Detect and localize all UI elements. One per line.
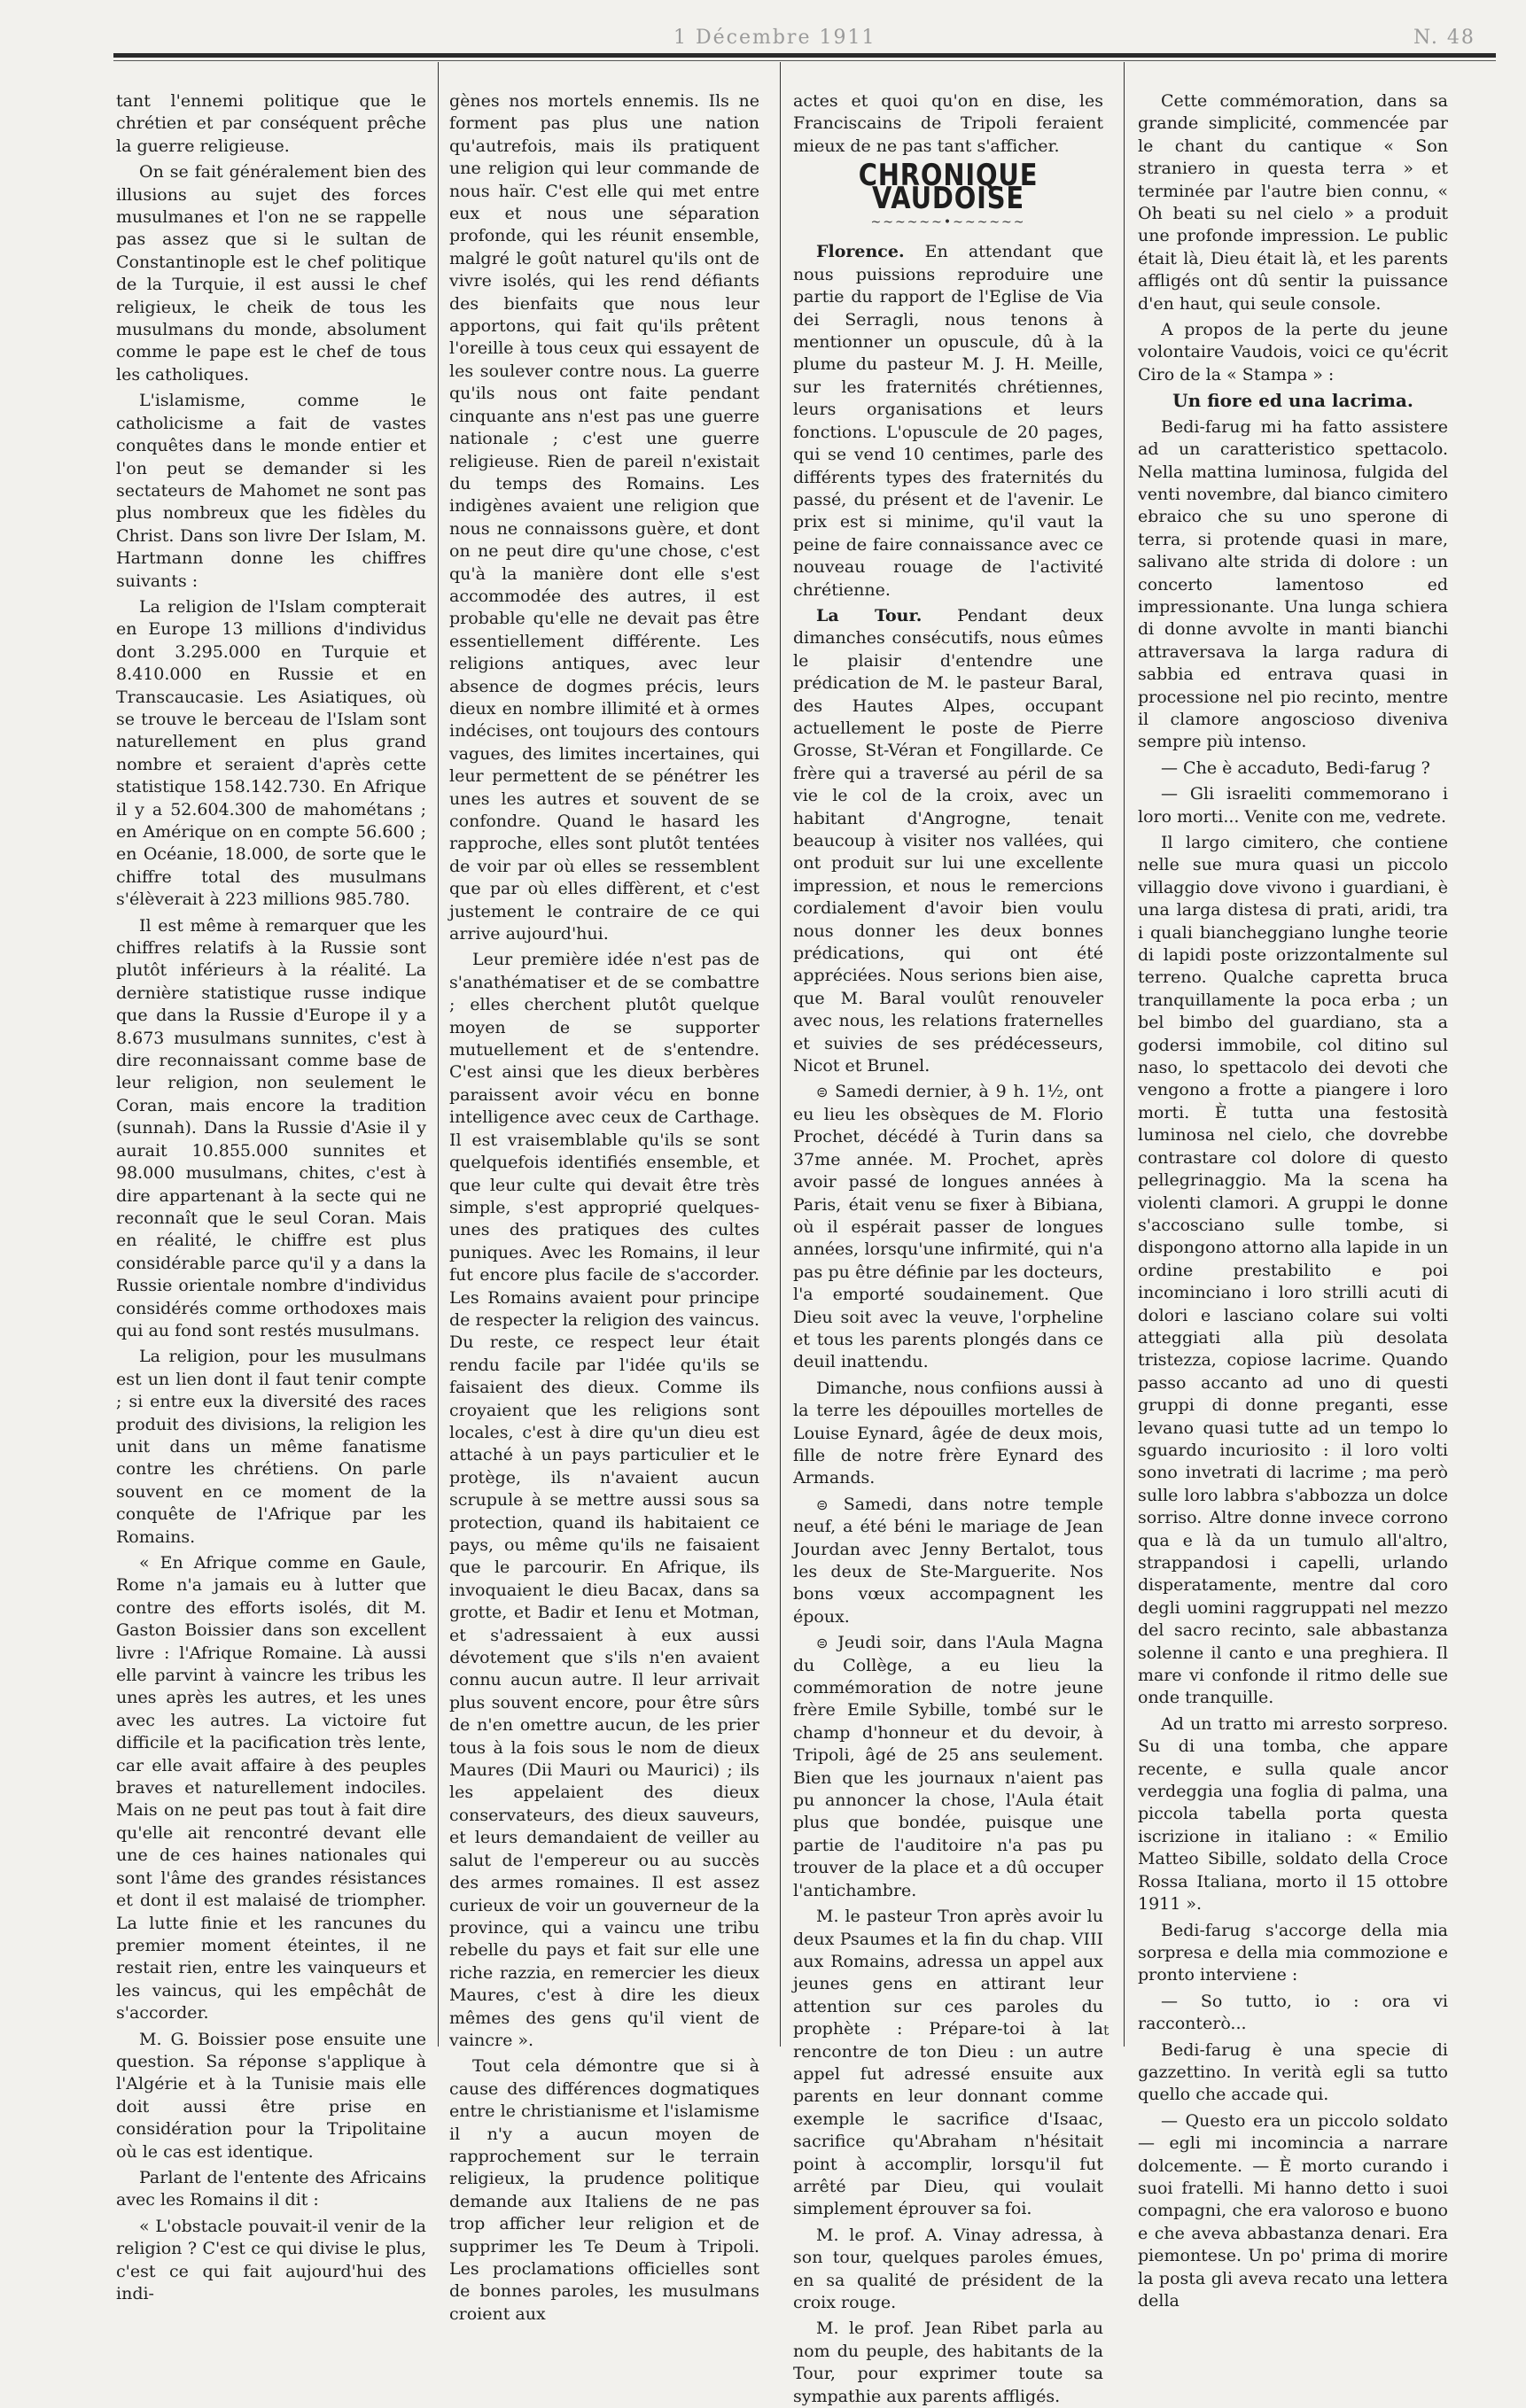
bullet-icon: ⊜ — [816, 1635, 829, 1652]
paragraph: La religion, pour les musulmans est un lien dont il faut tenir compte ; si entre eux la diversité des races produit des divisions, la religion les unit dans un même fanatisme contre les chrétiens. On parle souvent en ce moment de la conquête de l'Afrique par les Romains. — [116, 1347, 426, 1547]
chronicle-paragraph — [793, 1081, 1103, 1373]
bullet-icon: ⊜ — [816, 1084, 829, 1101]
bullet-icon: ⊜ — [816, 1495, 829, 1513]
title-ornament: ~~~~~~•~~~~~~ — [870, 215, 1026, 230]
chronicle-paragraph — [793, 1494, 1103, 1628]
paragraph: — Gli israeliti commemorano i loro morti... Venite con me, vedrete. — [1138, 784, 1448, 827]
paragraph-lead: La Tour. — [816, 605, 923, 625]
header-date: 1 Décembre 1911 — [673, 27, 876, 49]
section-title: CHRONIQUE VAUDOISE — [858, 158, 1039, 216]
paragraph: « L'obstacle pouvait-il venir de la religion ? C'est ce qui divise le plus, c'est ce qui fait aujourd'hui des indi- — [116, 2216, 426, 2303]
paragraph: gènes nos mortels ennemis. Ils ne forment pas plus une nation qu'autrefois, mais ils pratiquent une religion qui leur commande de nous haïr. C'est elle qui met entre eux et nous une séparation profonde, qui les réunit ensemble, malgré le goût naturel qu'ils ont de vivre isolés, qui les rend défiants des bienfaits que nous leur apportons, qui fait qu'ils prêtent l'oreille à tous ceux qui essayent de les soulever contre nous. La guerre qu'ils nous ont faite pendant cinquante ans n'est pas une guerre nationale ; c'est une guerre religieuse. Rien de pareil n'existait du temps des Romains. Les indigènes avaient une religion que nous ne connaissons guère, et dont on ne peut dire qu'une chose, c'est qu'à la manière dont elle s'est accommodée des autres, il est probable qu'elle ne devait pas être essentiellement différente. Les religions antiques, avec leur absence de dogmes précis, leurs dieux en nombre illimité et à ormes indécises, ont toujours des contours vagues, des limites incertaines, qui leur permettent de se pénétrer les unes les autres et souvent de se confondre. Quand le hasard les rapproche, elles sont plutôt tentées de voir par où elles se ressemblent que par où elles diffèrent, et c'est justement le contraire de ce qui arrive aujourd'hui. — [449, 91, 759, 944]
chronicle-paragraph — [793, 2318, 1103, 2408]
paragraph: On se fait généralement bien des illusions au sujet des forces musulmanes et l'on ne se rappelle pas assez que si le sultan de Constantinople est le chef politique de la Turquie, il est aussi le chef religieux, le cheik de tous les musulmans du monde, absolument comme le pape est le chef de tous les catholiques. — [116, 162, 426, 385]
column-divider — [780, 62, 781, 2047]
paragraph: — Questo era un piccolo soldato — egli mi incomincia a narrare dolcemente. — È morto curando i suoi fratelli. Mi hanno detto i suoi compagni, che era valoroso e buono e che aveva abbastanza denari. Era piemontese. Un po' prima di morire la posta gli aveva recato una lettera della — [1138, 2110, 1448, 2311]
column-4 — [1138, 90, 1448, 2311]
paragraph-text: Samedi, dans notre temple neuf, a été béni le mariage de Jean Jourdan avec Jenny Bertalot, tous les deux de Ste-Marguerite. Nos bons vœux accompagnent les époux. — [793, 1494, 1103, 1627]
paragraph-text: M. le prof. Jean Ribet parla au nom du peuple, des habitants de la Tour, pour exprimer toute sa sympathie aux parents affligés. — [793, 2319, 1103, 2406]
paragraph: L'islamisme, comme le catholicisme a fait de vastes conquêtes dans le monde entier et l'on peut se demander si les sectateurs de Mahomet ne sont pas plus nombreux que les fidèles du Christ. Dans son livre Der Islam, M. Hartmann donne les chiffres suivants : — [116, 391, 426, 591]
chronicle-paragraph — [793, 1378, 1103, 1490]
paragraph-text: Jeudi soir, dans l'Aula Magna du Collège, a eu lieu la commémoration de notre jeune frère Emile Sybille, tombé sur le champ d'honneur et du devoir, à Tripoli, âgé de 25 ans seulement. Bien que les journaux n'aient pas pu annoncer la chose, l'Aula était plus que bondée, puisque une partie de l'auditoire n'a pas pu trouver de la place et a dû occuper l'antichambre. — [793, 1633, 1103, 1900]
paragraph: A propos de la perte du jeune volontaire Vaudois, voici ce qu'écrit Ciro de la « Stampa » : — [1138, 320, 1448, 385]
paragraph: tant l'ennemi politique que le chrétien et par conséquent prêche la guerre religieuse. — [116, 91, 426, 156]
top-rule-thin — [113, 60, 1496, 61]
paragraph: Bedi-farug s'accorge della mia sorpresa e della mia commozione e pronto interviene : — [1138, 1920, 1448, 1985]
article-subhead: Un fiore ed una lacrima. — [1172, 390, 1413, 412]
paragraph-text: En attendant que nous puissions reproduire une partie du rapport de l'Eglise de Via dei Serragli, nous tenons à mentionner un opuscule, dû à la plume du pasteur M. J. H. Meille, sur les fraternités chrétiennes, leurs organisations et leurs fonctions. L'opuscule de 20 pages, qui se vend 10 centimes, parle des différents types des fraternités du passé, du présent et de l'avenir. Le prix est si minime, qu'il vaut la peine de faire connaissance avec ce nouveau rouage de l'activité chrétienne. — [793, 242, 1103, 600]
paragraph: actes et quoi qu'on en dise, les Franciscains de Tripoli feraient mieux de ne pas tant s'afficher. — [793, 91, 1103, 156]
paragraph: Cette commémoration, dans sa grande simplicité, commencée par le chant du cantique « Son straniero in questa terra » et terminée par l'autre bien connu, « Oh beati su nel cielo » a produit une profonde impression. Le public était là, Dieu était là, et les parents affligés ont dû sentir la puissance d'en haut, qui seule console. — [1138, 91, 1448, 314]
paragraph: Leur première idée n'est pas de s'anathématiser et de se combattre ; elles cherchent plutôt quelque moyen de se supporter mutuellement et de s'entendre. C'est ainsi que les dieux berbères paraissent avoir vécu en bonne intelligence avec ceux de Carthage. Il est vraisemblable qu'ils se sont quelquefois identifiés ensemble, et que leur culte qui devait être très simple, s'est approprié quelques-unes des pratiques des cultes puniques. Avec les Romains, il leur fut encore plus facile de s'accorder. Les Romains avaient pour principe de respecter la religion des vaincus. Du reste, ce respect leur était rendu facile par l'idée qu'ils se faisaient des dieux. Comme ils croyaient que les religions sont locales, c'est à dire qu'un dieu est attaché à un pays particulier et le protège, ils n'avaient aucun scrupule à se mettre aussi sous sa protection, quand ils habitaient ce pays, ou même qu'ils ne faisaient que le parcourir. En Afrique, ils invoquaient le dieu Bacax, dans sa grotte, et Badir et Ienu et Motman, et s'adressaient à eux aussi dévotement que s'ils n'en avaient connu aucun autre. Il leur arrivait plus souvent encore, pour être sûrs de n'en omettre aucun, de les prier tous à la fois sous le nom de dieux Maures (Dii Mauri ou Maurici) ; ils les appelaient des dieux conservateurs, des dieux sauveurs, et leurs demandaient de veiller au salut de l'empereur ou au succès des armes romaines. Il est assez curieux de voir un gouverneur de la province, qui a vaincu une tribu rebelle du pays et fait sur elle une riche razzia, en remercier les dieux Maures, c'est à dire les dieux mêmes des gens qu'il vient de vaincre ». — [449, 950, 759, 2050]
paragraph: — Che è accaduto, Bedi-farug ? — [1161, 757, 1430, 778]
column-3 — [793, 90, 1103, 2406]
paragraph-text: Samedi dernier, à 9 h. 1½, ont eu lieu les obsèques de M. Florio Prochet, décédé à Turin dans sa 37me année. M. Prochet, après avoir passé de longues années à Paris, était venu se fixer à Bibiana, où il espérait passer de longues années, lorsqu'une infirmité, qui n'a pas pu être définie par les docteurs, l'a emporté soudainement. Que Dieu soit avec la veuve, l'orpheline et tous les parents plongés dans ce deuil inattendu. — [793, 1082, 1103, 1372]
paragraph-text: M. le prof. A. Vinay adressa, à son tour, quelques paroles émues, en sa qualité de président de la croix rouge. — [793, 2225, 1103, 2312]
top-rule — [113, 53, 1496, 58]
chronicle-paragraph — [793, 2225, 1103, 2315]
header-issue-number: N. 48 — [1413, 27, 1475, 49]
column-1 — [116, 90, 426, 2303]
column-divider — [438, 62, 439, 2047]
page-mark: t — [1103, 2022, 1109, 2039]
paragraph: Bedi-farug è una specie di gazzettino. In verità egli sa tutto quello che accade qui. — [1138, 2039, 1448, 2105]
paragraph-lead: Florence. — [816, 242, 905, 262]
column-divider — [1124, 62, 1125, 2047]
chronicle-paragraph — [793, 1632, 1103, 1902]
paragraph: Il est même à remarquer que les chiffres relatifs à la Russie sont plutôt inférieurs à la réalité. La dernière statistique russe indique que dans la Russie d'Europe il y a 8.673 musulmans sunnites, c'est à dire reconnaissant comme base de leur religion, non seulement le Coran, mais encore la tradition (sunnah). Dans la Russie d'Asie il y aurait 10.855.000 sunnites et 98.000 musulmans, chites, c'est à dire appartenant à la secte qui ne reconnaît que le seul Coran. Mais en réalité, le chiffre est plus considérable parce qu'il y a dans la Russie orientale nombre d'individus considérés comme orthodoxes mais qui au fond sont restés musulmans. — [116, 915, 426, 1340]
chronicle-body — [793, 241, 1103, 2408]
paragraph-text: Pendant deux dimanches consécutifs, nous eûmes le plaisir d'entendre une prédication de M. le pasteur Baral, des Hautes Alpes, occupant actuellement le poste de Pierre Grosse, St-Véran et Fongillarde. Ce frère qui a traversé au péril de sa vie le col de la croix, avec un habitant d'Angrogne, tenait beaucoup à visiter nos vallées, qui ont produit sur lui une excellente impression, et nous le remercions cordialement d'avoir bien voulu nous donner les deux bonnes prédications, qui ont été appréciées. Nous serions bien aise, que M. Baral voulût renouveler avec nous, les relations fraternelles et suivies de ses prédécesseurs, Nicot et Brunel. — [793, 605, 1103, 1076]
paragraph-text: Dimanche, nous confiions aussi à la terre les dépouilles mortelles de Louise Eynard, âgée de deux mois, fille de notre frère Eynard des Armands. — [793, 1378, 1103, 1488]
paragraph: La religion de l'Islam compterait en Europe 13 millions d'individus dont 3.295.000 en Turquie et 8.410.000 en Russie et en Transcaucasie. Les Asiatiques, où se trouve le berceau de l'Islam sont naturellement en plus grand nombre et seraient d'après cette statistique 158.142.730. En Afrique il y a 52.604.300 de mahométans ; en Amérique on en compte 56.600 ; en Océanie, 18.000, de sorte que le chiffre total des musulmans s'élèverait à 223 millions 985.780. — [116, 596, 426, 910]
paragraph: Il largo cimitero, che contiene nelle sue mura quasi un piccolo villaggio dove vivono i guardiani, è una larga distesa di prati, aridi, tra i quali biancheggiano lunghe teorie di lapidi poste orizzontalmente sul terreno. Qualche capretta bruca tranquillamente la poca erba ; un bel bimbo del guardiano, sta a godersi immobile, col ditino sul naso, lo spettacolo dei devoti che vengono a frotte a piangere i loro morti. È tutta una festosità luminosa nel cielo, che dovrebbe contrastare col dolore di questo pellegrinaggio. Ma la scena ha violenti clamori. A gruppi le donne s'accosciano sulle tombe, si dispongono attorno alla lapide in un ordine prestabilito e poi incominciano i loro strilli acuti di dolori e lasciano colare sui volti atteggiati alla più desolata tristezza, copiose lacrime. Quando passo accanto ad uno di questi gruppi di donne preganti, esse levano quasi tutte ad un tempo lo sguardo incuriosito : il loro volti sono invetrati di lacrime ; ma però sulle loro labbra s'abbozza un dolce sorriso. Altre donne invece corrono qua e là da un tumulo all'altro, strappandosi i capelli, urlando disperatamente, mentre dal coro degli uomini raggruppati nel mezzo del sacro recinto, sale abbastanza solenne il canto e una preghiera. Il mare vi confonde il ritmo delle sue onde tranquille. — [1138, 833, 1448, 1708]
chronicle-paragraph — [793, 605, 1103, 1078]
paragraph: « En Afrique comme en Gaule, Rome n'a jamais eu à lutter que contre des efforts isolés, dit M. Gaston Boissier dans son excellent livre : l'Afrique Romaine. Là aussi elle parvint à vaincre les tribus les unes après les autres, et les unes avec les autres. La victoire fut difficile et la pacification très lente, car elle avait affaire à des peuples braves et naturellement indociles. Mais on ne peut pas tout à fait dire qu'elle ait rencontré devant elle une de ces haines nationales qui sont l'âme des grandes résistances et dont il est malaisé de triompher. La lutte finie et les rancunes du premier moment éteintes, il ne restait rien, entre les vainqueurs et les vaincus, qui les empêchât de s'accorder. — [116, 1553, 426, 2023]
column-2 — [449, 90, 759, 2324]
chronicle-paragraph — [793, 1906, 1103, 2221]
chronicle-paragraph — [793, 241, 1103, 602]
paragraph: M. G. Boissier pose ensuite une question. Sa réponse s'applique à l'Algérie et à la Tunisie mais elle doit aussi être prise en considération pour la Tripolitaine où le cas est identique. — [116, 2029, 426, 2162]
paragraph: Bedi-farug mi ha fatto assistere ad un caratteristico spettacolo. Nella mattina luminosa, fulgida del venti novembre, dal bianco cimitero ebraico che su uno sperone di terra, si protende quasi in mare, salivano alte strida di dolore : un concerto lamentoso ed impressionante. Una lunga schiera di donne avvolte in manti bianchi attraversava la larga radura di sabbia ed entrava quasi in processione nel pio recinto, mentre il clamore angoscioso diveniva sempre più intenso. — [1138, 416, 1448, 752]
paragraph: Ad un tratto mi arresto sorpreso. Su di una tomba, che appare recente, e sulla quale ancor verdeggia una foglia di palma, una piccola tabella porta questa iscrizione in italiano : « Emilio Matteo Sibille, soldato della Croce Rossa Italiana, morto il 15 ottobre 1911 ». — [1138, 1713, 1448, 1915]
paragraph: Tout cela démontre que si à cause des différences dogmatiques entre le christianisme et l'islamisme il n'y a aucun moyen de rapprochement sur le terrain religieux, la prudence politique demande aux Italiens de ne pas trop afficher leur religion et de supprimer les Te Deum à Tripoli. Les proclamations officielles sont de bonnes paroles, les musulmans croient aux — [449, 2056, 759, 2324]
paragraph: — So tutto, io : ora vi racconterò... — [1138, 1991, 1448, 2034]
paragraph-text: M. le pasteur Tron après avoir lu deux Psaumes et la fin du chap. VIII aux Romains, adressa un appel aux jeunes gens en attirant leur attention sur ces paroles du prophète : Prépare-toi à la rencontre de ton Dieu : un autre appel fut adressé ensuite aux parents en leur donnant comme exemple le sacrifice d'Isaac, sacrifice qu'Abraham n'hésitait point à accomplir, lorsqu'il fut arrêté par Dieu, qui voulait simplement éprouver sa foi. — [793, 1907, 1103, 2219]
paragraph: Parlant de l'entente des Africains avec les Romains il dit : — [116, 2167, 426, 2210]
